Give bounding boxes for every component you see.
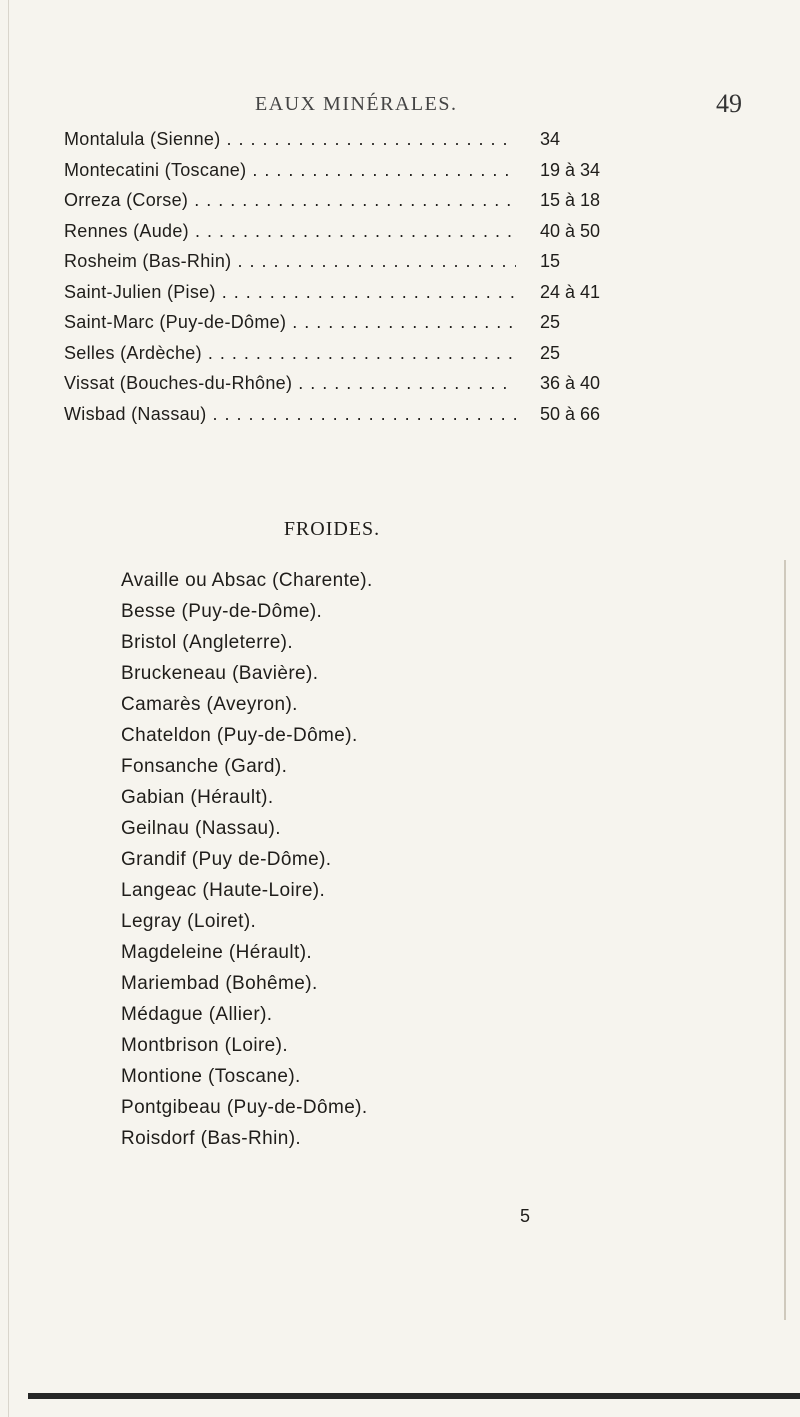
- spring-name: Rosheim (Bas-Rhin) . . .: [64, 246, 516, 277]
- spring-temperature: 25: [540, 312, 561, 332]
- cold-springs-list: [121, 565, 681, 1154]
- spring-temperature: 34: [540, 129, 561, 149]
- page-right-edge: [784, 560, 786, 1320]
- list-item: Bruckeneau (Bavière).: [121, 663, 319, 684]
- running-title: EAUX MINÉRALES.: [255, 93, 458, 115]
- list-item: Bristol (Angleterre).: [121, 632, 294, 653]
- list-item: Mariembad (Bohême).: [121, 973, 318, 994]
- spring-temperature: 25: [540, 342, 561, 363]
- spring-temperature: 15: [540, 251, 561, 271]
- spring-name: Montalula (Sienne) . . .: [64, 124, 516, 155]
- spring-temperature: 40 à 50: [540, 220, 601, 241]
- list-row: [64, 185, 680, 216]
- list-row: [64, 246, 680, 277]
- list-row: [64, 368, 680, 399]
- bottom-rule: [28, 1393, 800, 1399]
- list-item: Pontgibeau (Puy-de-Dôme).: [121, 1097, 368, 1118]
- list-row: [64, 277, 680, 308]
- list-item: Availle ou Absac (Charente).: [121, 570, 373, 591]
- spring-name: Saint-Marc (Puy-de-Dôme) . . .: [64, 307, 516, 338]
- spring-temperature: 19 à 34: [540, 159, 601, 180]
- list-item: Médague (Allier).: [121, 1004, 273, 1025]
- list-row: [64, 307, 680, 338]
- list-item: Langeac (Haute-Loire).: [121, 880, 326, 901]
- spring-temperature: 24 à 41: [540, 281, 601, 302]
- section-heading-froides: FROIDES.: [283, 518, 381, 540]
- spring-name: Wisbad (Nassau) . . .: [64, 399, 516, 430]
- list-item: Montbrison (Loire).: [121, 1035, 289, 1056]
- list-row: [64, 338, 680, 369]
- hot-springs-list: [64, 124, 680, 429]
- list-item: Roisdorf (Bas-Rhin).: [121, 1128, 302, 1149]
- spring-temperature: 36 à 40: [540, 373, 601, 393]
- spring-name: Selles (Ardèche) . . .: [64, 338, 516, 369]
- list-item: Montione (Toscane).: [121, 1066, 301, 1087]
- list-item: Geilnau (Nassau).: [121, 818, 281, 839]
- spring-name: Vissat (Bouches-du-Rhône) . . .: [64, 368, 516, 399]
- page-header: [0, 85, 800, 125]
- spring-name: Orreza (Corse) . . .: [64, 185, 516, 216]
- spring-name: Saint-Julien (Pise) . . .: [64, 277, 516, 308]
- signature-mark: 5: [520, 1206, 531, 1226]
- list-item: Fonsanche (Gard).: [121, 756, 288, 777]
- list-row: [64, 399, 680, 430]
- list-item: Chateldon (Puy-de-Dôme).: [121, 725, 358, 746]
- list-item: Besse (Puy-de-Dôme).: [121, 601, 323, 622]
- page-number: 49: [716, 89, 742, 118]
- list-item: Grandif (Puy de-Dôme).: [121, 849, 332, 870]
- spring-name: Montecatini (Toscane) . . .: [64, 155, 516, 186]
- page-left-edge: [8, 0, 9, 1417]
- spring-name: Rennes (Aude) . . .: [64, 216, 516, 247]
- list-row: [64, 124, 680, 155]
- spring-temperature: 50 à 66: [540, 403, 601, 424]
- list-item: Gabian (Hérault).: [121, 787, 274, 808]
- list-item: Camarès (Aveyron).: [121, 694, 298, 715]
- list-row: [64, 155, 680, 186]
- list-row: [64, 216, 680, 247]
- list-item: Legray (Loiret).: [121, 911, 257, 932]
- spring-temperature: 15 à 18: [540, 190, 601, 210]
- list-item: Magdeleine (Hérault).: [121, 942, 313, 963]
